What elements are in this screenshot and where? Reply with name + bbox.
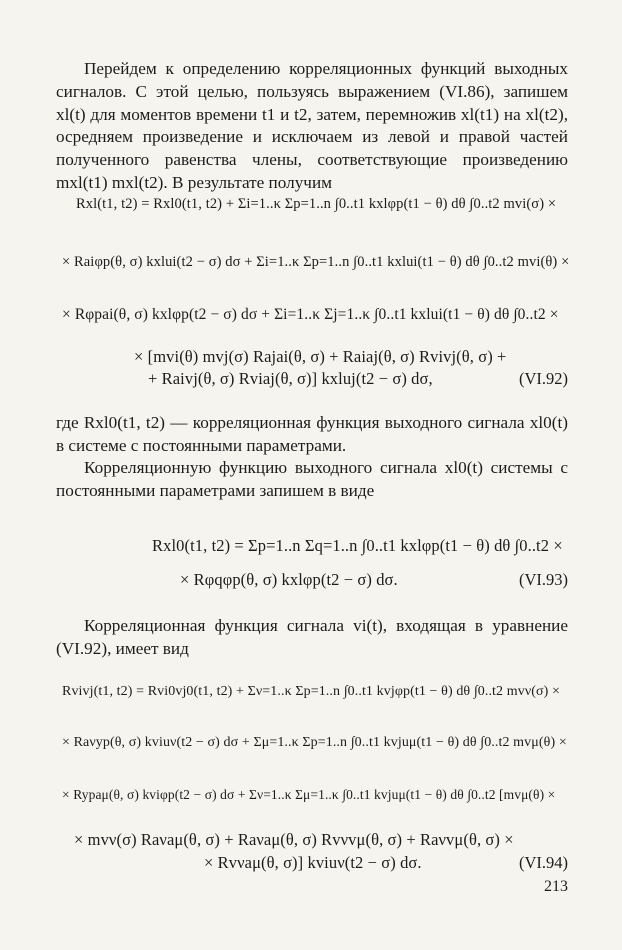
paragraph-signal-correlation: Корреляционная функция сигнала vi(t), входящая в уравнение (VI.92), имеет вид — [56, 616, 568, 658]
equation-number-vi94: (VI.94) — [518, 853, 568, 872]
equation-vi94-line2: × Raνyp(θ, σ) kviuν(t2 − σ) dσ + Σμ=1..κ Σp=1..n ∫0..t1 kvjuμ(t1 − θ) dθ ∫0..t2 mvμ(θ) × — [62, 735, 567, 750]
page-number: 213 — [544, 878, 568, 895]
equation-vi94-line4: × mvν(σ) Raνaμ(θ, σ) + Raνaμ(θ, σ) Rvνvμ(θ, σ) + Raνvμ(θ, σ) × — [74, 830, 514, 849]
paragraph-const-params: Корреляционную функцию выходного сигнала xl0(t) системы с постоянными параметрами запишем в виде — [56, 458, 568, 500]
paragraph-intro: Перейдем к определению корреляционных функций выходных сигналов. С этой целью, пользуясь выражением (VI.86), запишем xl(t) для моментов времени t1 и t2, затем, перемножив xl(t1) на xl(t2), осредняем произведение и исключаем из левой и правой частей полученного равенства члены, соответствующие произведению mxl(t1) mxl(t2). В результате получим — [56, 59, 568, 192]
equation-vi94-line1: Rvivj(t1, t2) = Rvi0vj0(t1, t2) + Σν=1..κ Σp=1..n ∫0..t1 kvjφp(t1 − θ) dθ ∫0..t2 mvν(σ) × — [62, 684, 561, 699]
paragraph-where: где Rxl0(t1, t2) — корреляционная функция выходного сигнала xl0(t) в системе с постоянными параметрами. — [56, 413, 568, 455]
equation-vi93-line1: Rxl0(t1, t2) = Σp=1..n Σq=1..n ∫0..t1 kxlφp(t1 − θ) dθ ∫0..t2 × — [152, 536, 563, 555]
equation-vi92-line2: × Raiφp(θ, σ) kxlui(t2 − σ) dσ + Σi=1..κ Σp=1..n ∫0..t1 kxlui(t1 − θ) dθ ∫0..t2 mvi(θ) × — [62, 254, 570, 270]
equation-vi92-line1: Rxl(t1, t2) = Rxl0(t1, t2) + Σi=1..κ Σp=1..n ∫0..t1 kxlφp(t1 − θ) dθ ∫0..t2 mvi(σ) × — [76, 196, 557, 212]
equation-vi94-line5: × Rvνaμ(θ, σ)] kviuν(t2 − σ) dσ. — [204, 853, 422, 872]
equation-vi93-line2: × Rφqφp(θ, σ) kxlφp(t2 − σ) dσ. — [180, 570, 398, 589]
equation-vi94-line3: × Rypaμ(θ, σ) kviφp(t2 − σ) dσ + Σν=1..κ Σμ=1..κ ∫0..t1 kvjuμ(t1 − θ) dθ ∫0..t2 [mvμ(θ) × — [62, 787, 556, 802]
equation-number-vi93: (VI.93) — [518, 570, 568, 589]
equation-number-vi92: (VI.92) — [518, 369, 568, 388]
equation-vi92-line4: × [mvi(θ) mvj(σ) Rajai(θ, σ) + Raiaj(θ, σ) Rvivj(θ, σ) + — [134, 347, 507, 366]
equation-vi92-line5: + Raivj(θ, σ) Rviaj(θ, σ)] kxluj(t2 − σ) dσ, — [148, 369, 433, 388]
equation-vi92-line3: × Rφpai(θ, σ) kxlφp(t2 − σ) dσ + Σi=1..κ Σj=1..κ ∫0..t1 kxlui(t1 − θ) dθ ∫0..t2 × — [62, 306, 559, 323]
